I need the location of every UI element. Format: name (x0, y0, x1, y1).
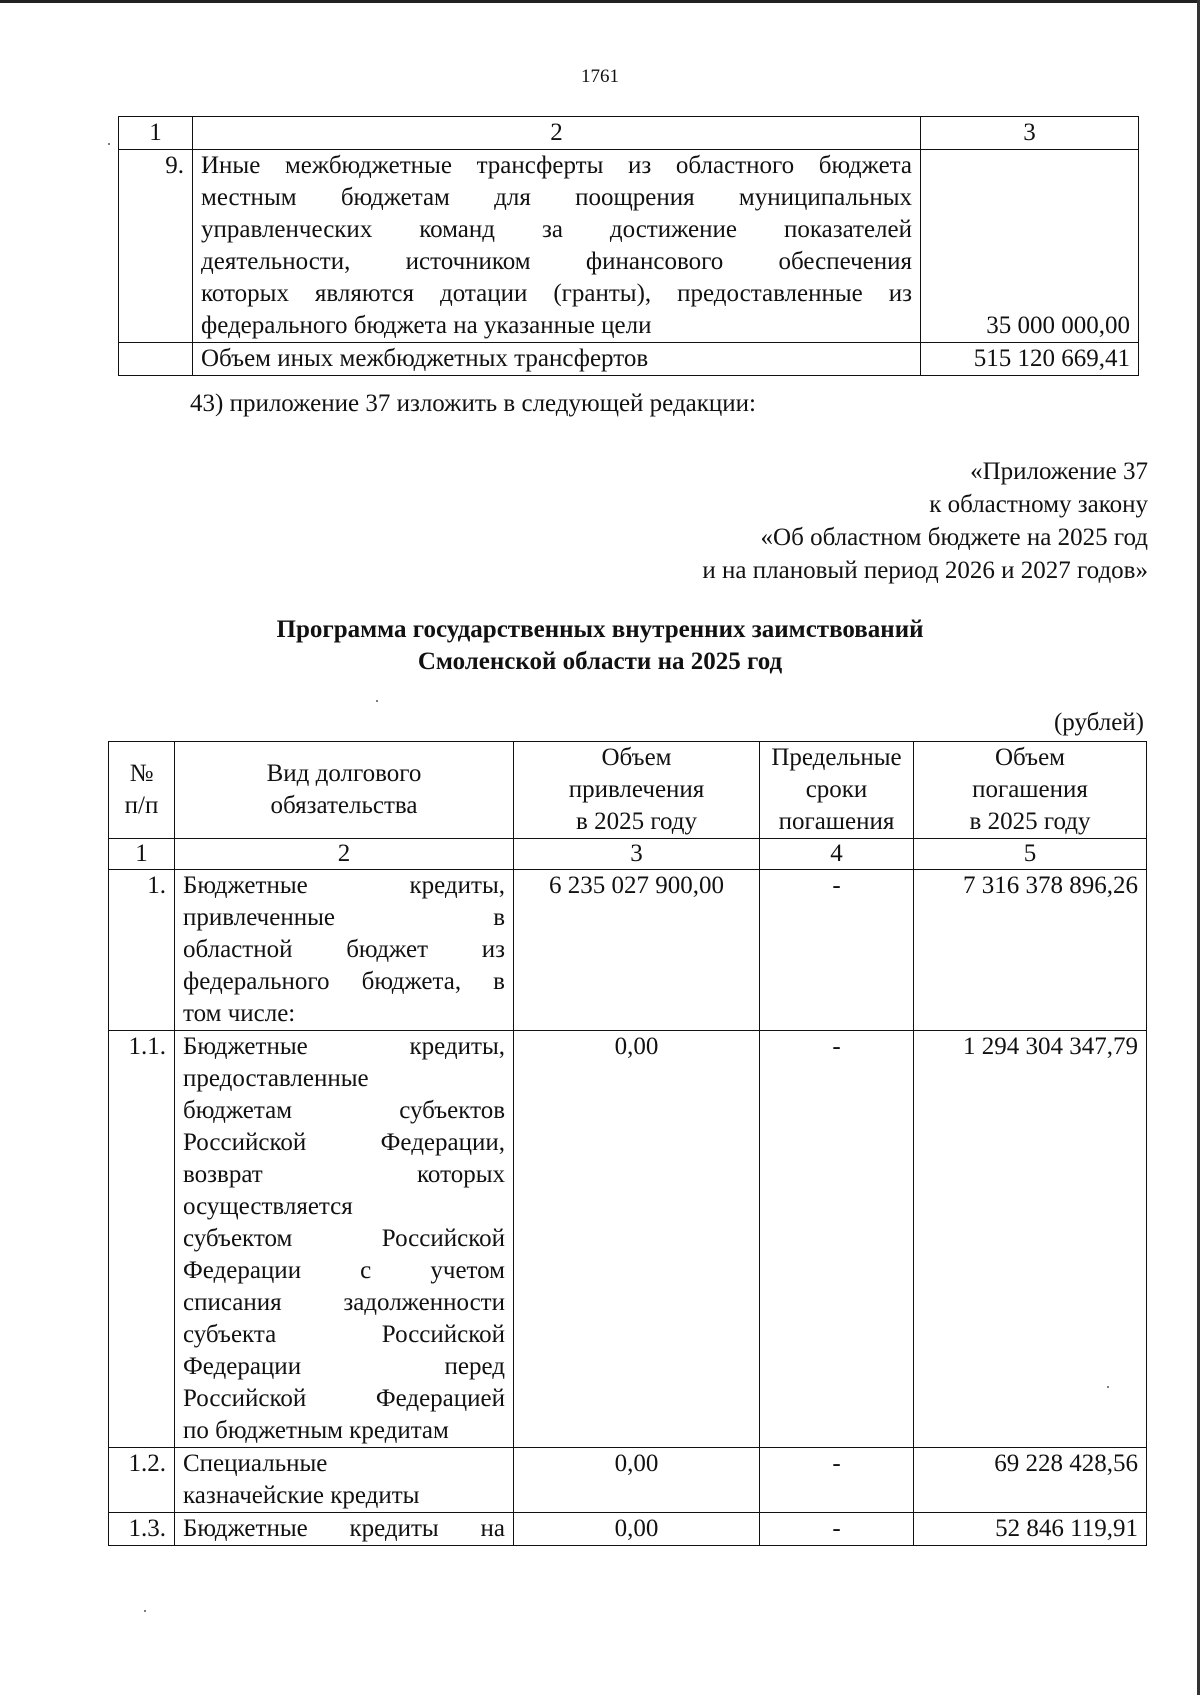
repayment-amount: 7 316 378 896,26 (914, 870, 1147, 1031)
title-line: Программа государственных внутренних заимствований (276, 616, 924, 643)
row-description (175, 1448, 514, 1513)
transfers-table (118, 116, 1139, 376)
header-terms (760, 742, 914, 839)
table-row (119, 150, 1139, 343)
header-line: сроки (805, 776, 868, 803)
col-number-1: 1 (119, 117, 193, 150)
description-line: Специальные (183, 1450, 328, 1477)
header-line: привлечения (568, 776, 705, 803)
description-line: осуществляется (183, 1193, 353, 1220)
description-line: федерального бюджета, в (183, 968, 505, 995)
table-row (109, 1448, 1147, 1513)
row-amount: 35 000 000,00 (921, 150, 1139, 343)
table-row (109, 870, 1147, 1031)
col-number-4: 4 (760, 839, 914, 870)
repayment-amount: 52 846 119,91 (914, 1513, 1147, 1546)
attraction-amount: 0,00 (514, 1031, 760, 1448)
header-line: п/п (124, 792, 159, 819)
table-row (109, 1031, 1147, 1448)
scan-speck (144, 1610, 146, 1612)
description-line: местным бюджетам для поощрения муниципальных (201, 184, 912, 211)
description-line: субъектом Российской (183, 1225, 505, 1252)
header-number (109, 742, 175, 839)
row-description (175, 870, 514, 1031)
appendix-line: «Об областном бюджете на 2025 год (760, 524, 1148, 551)
row-number: 1. (109, 870, 175, 1031)
description-line: Бюджетные кредиты, (183, 872, 505, 899)
attraction-amount: 0,00 (514, 1448, 760, 1513)
col-number-2: 2 (193, 117, 921, 150)
col-number-1: 1 (109, 839, 175, 870)
total-row (119, 343, 1139, 376)
row-number: 1.3. (109, 1513, 175, 1546)
repayment-term: - (760, 870, 914, 1031)
appendix-line: к областному закону (929, 491, 1148, 518)
scan-speck (108, 143, 110, 145)
description-line: Российской Федерацией (183, 1385, 505, 1412)
row-number: 1.1. (109, 1031, 175, 1448)
description-line: предоставленные (183, 1065, 369, 1092)
description-line: управленческих команд за достижение показателей (201, 216, 912, 243)
description-line: Иные межбюджетные трансферты из областного бюджета (201, 152, 912, 179)
row-number: 9. (119, 150, 193, 343)
table-header-row (109, 742, 1147, 839)
description-line: привлеченные в (183, 904, 505, 931)
description-line: Бюджетные кредиты, (183, 1033, 505, 1060)
attraction-amount: 0,00 (514, 1513, 760, 1546)
column-numbers-row (109, 839, 1147, 870)
appendix-header (702, 455, 1148, 587)
header-line: обязательства (270, 792, 418, 819)
unit-label: (рублей) (1053, 709, 1144, 736)
repayment-term: - (760, 1031, 914, 1448)
header-line: Вид долгового (266, 760, 422, 787)
header-repayment (914, 742, 1147, 839)
description-line: федерального бюджета на указанные цели (201, 312, 652, 339)
scan-speck (1107, 1386, 1109, 1388)
header-line: в 2025 году (969, 808, 1091, 835)
description-line: субъекта Российской (183, 1321, 505, 1348)
description-line: Федерации перед (183, 1353, 505, 1380)
col-number-3: 3 (514, 839, 760, 870)
description-line: бюджетам субъектов (183, 1097, 505, 1124)
header-line: погашения (972, 776, 1088, 803)
amendment-paragraph: 43) приложение 37 изложить в следующей редакции: (190, 390, 756, 417)
row-description (175, 1031, 514, 1448)
description-line: возврат которых (183, 1161, 505, 1188)
document-title (0, 614, 1200, 678)
total-amount: 515 120 669,41 (921, 343, 1139, 376)
header-line: Объем (601, 744, 672, 771)
total-label: Объем иных межбюджетных трансфертов (193, 343, 921, 376)
description-line: областной бюджет из (183, 936, 505, 963)
description-line: деятельности, источником финансового обеспечения (201, 248, 912, 275)
page-number: 1761 (581, 66, 619, 87)
description-line: которых являются дотации (гранты), предоставленные из (201, 280, 912, 307)
description-line: по бюджетным кредитам (183, 1417, 449, 1444)
table-header-row (119, 117, 1139, 150)
scan-speck (376, 700, 378, 702)
header-line: Предельные (771, 744, 902, 771)
borrowings-table (108, 741, 1147, 1546)
repayment-term: - (760, 1513, 914, 1546)
table-row (109, 1513, 1147, 1546)
header-line: погашения (778, 808, 895, 835)
total-empty-cell (119, 343, 193, 376)
scan-border-top (0, 0, 1200, 3)
description-line: Российской Федерации, (183, 1129, 505, 1156)
description-line: списания задолженности (183, 1289, 505, 1316)
description-line: Бюджетные кредиты на (183, 1515, 505, 1542)
col-number-3: 3 (921, 117, 1139, 150)
header-line: в 2025 году (576, 808, 697, 835)
header-attraction (514, 742, 760, 839)
col-number-2: 2 (175, 839, 514, 870)
description-line: Федерации с учетом (183, 1257, 505, 1284)
header-debt-type (175, 742, 514, 839)
appendix-line: «Приложение 37 (970, 458, 1148, 485)
title-line: Смоленской области на 2025 год (417, 648, 783, 675)
repayment-amount: 69 228 428,56 (914, 1448, 1147, 1513)
header-line: № (129, 760, 154, 787)
header-line: Объем (995, 744, 1065, 771)
repayment-amount: 1 294 304 347,79 (914, 1031, 1147, 1448)
row-description (193, 150, 921, 343)
appendix-line: и на плановый период 2026 и 2027 годов» (702, 557, 1148, 584)
description-line: казначейские кредиты (183, 1482, 420, 1509)
repayment-term: - (760, 1448, 914, 1513)
row-number: 1.2. (109, 1448, 175, 1513)
row-description (175, 1513, 514, 1546)
description-line: том числе: (183, 1000, 296, 1027)
col-number-5: 5 (914, 839, 1147, 870)
attraction-amount: 6 235 027 900,00 (514, 870, 760, 1031)
